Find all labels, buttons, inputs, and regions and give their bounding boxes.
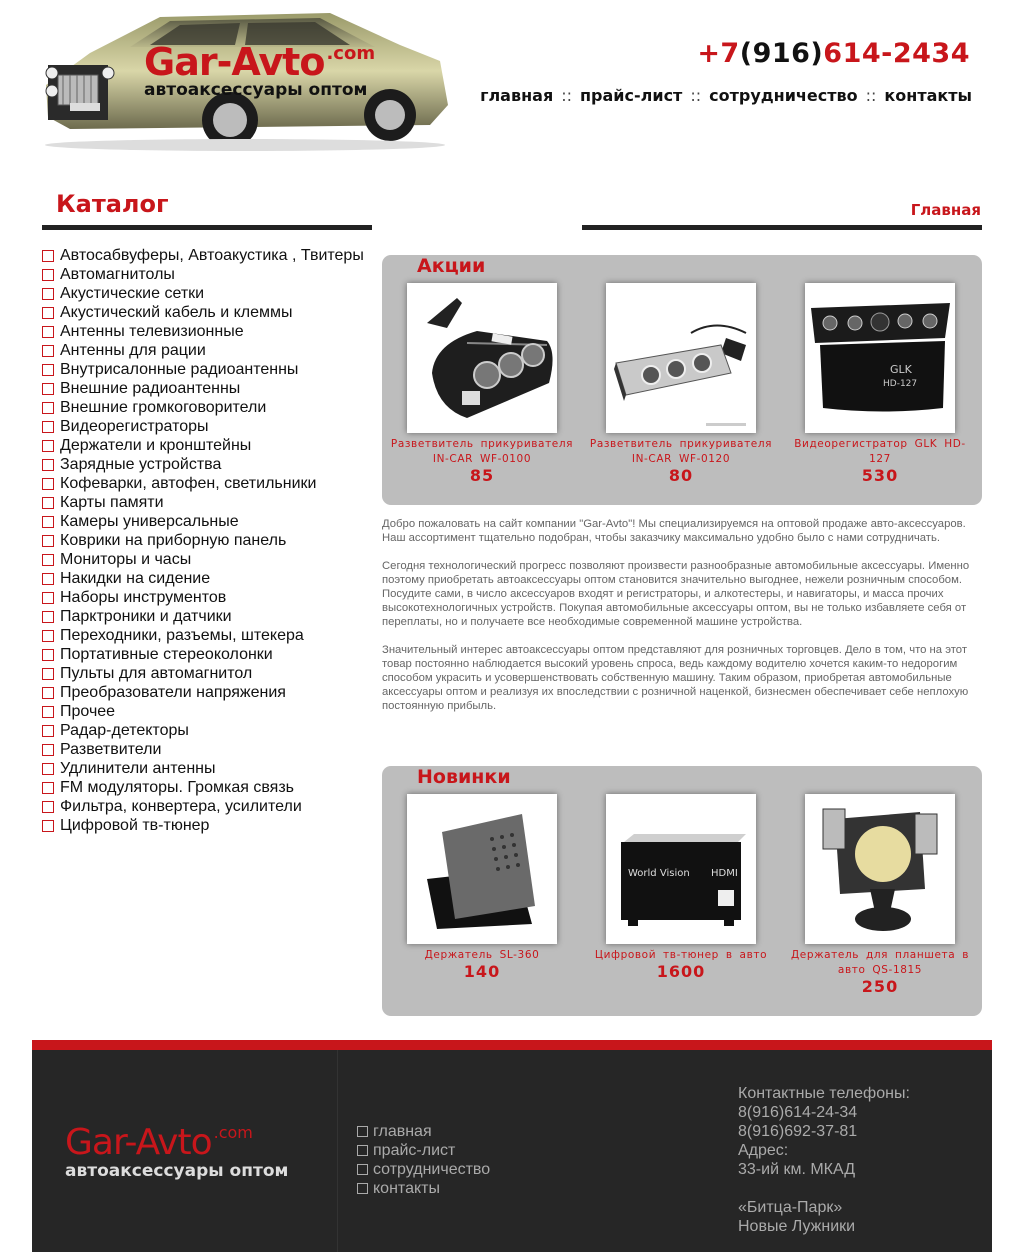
- product-name[interactable]: Цифровой тв-тюнер в авто: [594, 949, 768, 961]
- new-products-panel: [382, 766, 982, 1016]
- footer-nav-item[interactable]: главная: [357, 1122, 490, 1141]
- product-name[interactable]: Держатель для планшета в авто QS-1815: [790, 949, 970, 976]
- catalog-item[interactable]: Переходники, разъемы, штекера: [42, 626, 364, 645]
- product-card[interactable]: [785, 283, 975, 485]
- product-card[interactable]: [785, 794, 975, 996]
- logo-text: Gar-Avto: [65, 1122, 212, 1163]
- svg-text:GLK: GLK: [890, 363, 912, 376]
- product-price: 80: [668, 466, 694, 485]
- checkbox-icon: [357, 1145, 368, 1156]
- catalog-item[interactable]: Камеры универсальные: [42, 512, 364, 531]
- catalog-item[interactable]: Акустический кабель и клеммы: [42, 303, 364, 322]
- checkbox-icon: [42, 706, 54, 718]
- checkbox-icon: [357, 1183, 368, 1194]
- catalog-item[interactable]: Удлинители антенны: [42, 759, 364, 778]
- product-card[interactable]: [586, 283, 776, 485]
- product-price: 530: [861, 466, 899, 485]
- footer-logo[interactable]: [65, 1122, 288, 1181]
- product-price: 1600: [656, 962, 706, 981]
- breadcrumb-divider: [582, 225, 982, 230]
- product-card[interactable]: [387, 283, 577, 485]
- checkbox-icon: [42, 459, 54, 471]
- welcome-text: [382, 517, 982, 727]
- place-name: Новые Лужники: [738, 1218, 856, 1235]
- catalog-item[interactable]: Коврики на приборную панель: [42, 531, 364, 550]
- product-name[interactable]: Разветвитель прикуривателя IN-CAR WF-0100: [390, 438, 574, 465]
- catalog-item[interactable]: Антенны для рации: [42, 341, 364, 360]
- svg-text:World Vision: World Vision: [628, 868, 690, 879]
- catalog-item[interactable]: Антенны телевизионные: [42, 322, 364, 341]
- phone-number: 614-2434: [823, 38, 970, 69]
- phone-code: (916): [739, 38, 824, 69]
- address-label: Адрес:: [738, 1142, 789, 1159]
- welcome-paragraph: Сегодня технологический прогресс позволяют произвести разнообразные автомобильные аксессуары. Именно поэтому приобретать автоаксессуары оптом становится значительно выгоднее, нежели розничным способом. Посудите сами, в число аксессуаров входят и регистраторы, и алкотестеры, и навигаторы, и масса прочих высокотехнологичных устройств. Покупая автомобильные аксессуары оптом, вы не только избавляете себя от переплаты, но и получаете все необходимые современной машине устройства.: [382, 560, 970, 628]
- checkbox-icon: [42, 269, 54, 281]
- catalog-divider: [42, 225, 372, 230]
- catalog-item[interactable]: Фильтра, конвертера, усилители: [42, 797, 364, 816]
- catalog-item[interactable]: Радар-детекторы: [42, 721, 364, 740]
- product-price: 85: [469, 466, 495, 485]
- checkbox-icon: [42, 497, 54, 509]
- footer-nav-item[interactable]: сотрудничество: [357, 1160, 490, 1179]
- checkbox-icon: [42, 611, 54, 623]
- contact-phone[interactable]: 8(916)614-24-34: [738, 1104, 858, 1121]
- contacts-label: Контактные телефоны:: [738, 1085, 910, 1102]
- logo-text: Gar-Avto: [144, 40, 325, 84]
- catalog-title: Каталог: [56, 190, 169, 218]
- site-logo[interactable]: [144, 40, 375, 100]
- footer-nav: [357, 1122, 490, 1198]
- checkbox-icon: [42, 364, 54, 376]
- nav-separator: ::: [561, 86, 572, 105]
- welcome-paragraph: Добро пожаловать на сайт компании "Gar-Avto"! Мы специализируемся на оптовой продаже авто-аксессуаров. Наш ассортимент тщательно подобран, чтобы заказчику максимально удобно было с нами сотрудничать.: [382, 518, 966, 544]
- checkbox-icon: [42, 820, 54, 832]
- product-name[interactable]: Разветвитель прикуривателя IN-CAR WF-0120: [589, 438, 773, 465]
- site-header: [0, 0, 1024, 160]
- checkbox-icon: [42, 725, 54, 737]
- promo-panel: [382, 255, 982, 505]
- address: 33-ий км. МКАД: [738, 1161, 856, 1178]
- product-name[interactable]: Держатель SL-360: [424, 949, 540, 961]
- catalog-item[interactable]: Цифровой тв-тюнер: [42, 816, 364, 835]
- product-image[interactable]: [805, 283, 955, 433]
- catalog-item[interactable]: Внешние радиоантенны: [42, 379, 364, 398]
- catalog-item[interactable]: FM модуляторы. Громкая связь: [42, 778, 364, 797]
- logo-domain: .com: [213, 1123, 253, 1142]
- checkbox-icon: [42, 535, 54, 547]
- checkbox-icon: [42, 250, 54, 262]
- checkbox-icon: [357, 1164, 368, 1175]
- footer-nav-item[interactable]: прайс-лист: [357, 1141, 490, 1160]
- catalog-item[interactable]: Наборы инструментов: [42, 588, 364, 607]
- footer-nav-item[interactable]: контакты: [357, 1179, 490, 1198]
- logo-tagline: автоаксессуары оптом: [144, 80, 368, 100]
- place-name: «Битца-Парк»: [738, 1199, 843, 1216]
- catalog-item[interactable]: Накидки на сидение: [42, 569, 364, 588]
- site-footer: [32, 1040, 992, 1252]
- checkbox-icon: [42, 440, 54, 452]
- nav-separator: ::: [865, 86, 877, 105]
- nav-link-cooperation[interactable]: сотрудничество: [709, 86, 858, 105]
- catalog-item[interactable]: Внешние громкоговорители: [42, 398, 364, 417]
- welcome-paragraph: Значительный интерес автоаксессуары оптом представляют для розничных торговцев. Дело в том, что на этот товар постоянно наблюдается высокий уровень спроса, ведь каждому водителю хочется каким-то недорогим способом украсить и усовершенствовать собственную машину. Таким образом, приобретая автомобильные аксессуары оптом и реализуя их впоследствии с розничной наценкой, бизнесмен обеспечивает себе неплохую постоянную прибыль.: [382, 644, 969, 712]
- checkbox-icon: [42, 307, 54, 319]
- product-image[interactable]: [606, 283, 756, 433]
- checkbox-icon: [42, 668, 54, 680]
- catalog-item[interactable]: Пульты для автомагнитол: [42, 664, 364, 683]
- checkbox-icon: [42, 421, 54, 433]
- catalog-item[interactable]: Видеорегистраторы: [42, 417, 364, 436]
- catalog-item[interactable]: Кофеварки, автофен, светильники: [42, 474, 364, 493]
- catalog-item[interactable]: Зарядные устройства: [42, 455, 364, 474]
- header-phone: [697, 38, 970, 69]
- product-image[interactable]: [606, 794, 756, 944]
- product-image[interactable]: [407, 283, 557, 433]
- catalog-item[interactable]: Мониторы и часы: [42, 550, 364, 569]
- checkbox-icon: [42, 687, 54, 699]
- svg-text:HDMI: HDMI: [711, 868, 738, 879]
- footer-contacts: [738, 1084, 910, 1236]
- checkbox-icon: [357, 1126, 368, 1137]
- product-name[interactable]: Видеорегистратор GLK HD-127: [794, 438, 966, 465]
- catalog-item[interactable]: Разветвители: [42, 740, 364, 759]
- catalog-item[interactable]: Акустические сетки: [42, 284, 364, 303]
- product-image[interactable]: [407, 794, 557, 944]
- svg-text:HD-127: HD-127: [883, 379, 918, 389]
- logo-tagline: автоаксессуары оптом: [65, 1161, 289, 1181]
- catalog-item[interactable]: Автосабвуферы, Автоакустика , Твитеры: [42, 246, 364, 265]
- checkbox-icon: [42, 383, 54, 395]
- checkbox-icon: [42, 592, 54, 604]
- checkbox-icon: [42, 554, 54, 566]
- nav-separator: ::: [690, 86, 702, 105]
- checkbox-icon: [42, 402, 54, 414]
- top-nav: [480, 86, 972, 105]
- contact-phone[interactable]: 8(916)692-37-81: [738, 1123, 858, 1140]
- breadcrumb-home[interactable]: Главная: [910, 201, 981, 219]
- checkbox-icon: [42, 782, 54, 794]
- checkbox-icon: [42, 288, 54, 300]
- checkbox-icon: [42, 763, 54, 775]
- logo-domain: .com: [326, 43, 376, 64]
- catalog-item[interactable]: Держатели и кронштейны: [42, 436, 364, 455]
- catalog-item[interactable]: Парктроники и датчики: [42, 607, 364, 626]
- checkbox-icon: [42, 649, 54, 661]
- nav-link-contacts[interactable]: контакты: [884, 86, 972, 105]
- phone-prefix: +7: [697, 38, 740, 69]
- catalog-item[interactable]: Автомагнитолы: [42, 265, 364, 284]
- promo-title: Акции: [417, 255, 486, 277]
- nav-link-price-list[interactable]: прайс-лист: [580, 86, 683, 105]
- catalog-item[interactable]: Преобразователи напряжения: [42, 683, 364, 702]
- checkbox-icon: [42, 801, 54, 813]
- catalog-item[interactable]: Карты памяти: [42, 493, 364, 512]
- product-card[interactable]: [586, 794, 776, 981]
- checkbox-icon: [42, 573, 54, 585]
- catalog-list: [42, 246, 364, 835]
- checkbox-icon: [42, 516, 54, 528]
- footer-divider: [337, 1050, 338, 1252]
- product-card[interactable]: [387, 794, 577, 981]
- checkbox-icon: [42, 744, 54, 756]
- product-image[interactable]: [805, 794, 955, 944]
- product-price: 140: [463, 962, 501, 981]
- new-products-title: Новинки: [417, 766, 511, 788]
- checkbox-icon: [42, 345, 54, 357]
- nav-link-home[interactable]: главная: [480, 86, 554, 105]
- catalog-item[interactable]: Портативные стереоколонки: [42, 645, 364, 664]
- catalog-item[interactable]: Прочее: [42, 702, 364, 721]
- checkbox-icon: [42, 630, 54, 642]
- catalog-item[interactable]: Внутрисалонные радиоантенны: [42, 360, 364, 379]
- checkbox-icon: [42, 326, 54, 338]
- product-price: 250: [861, 977, 899, 996]
- checkbox-icon: [42, 478, 54, 490]
